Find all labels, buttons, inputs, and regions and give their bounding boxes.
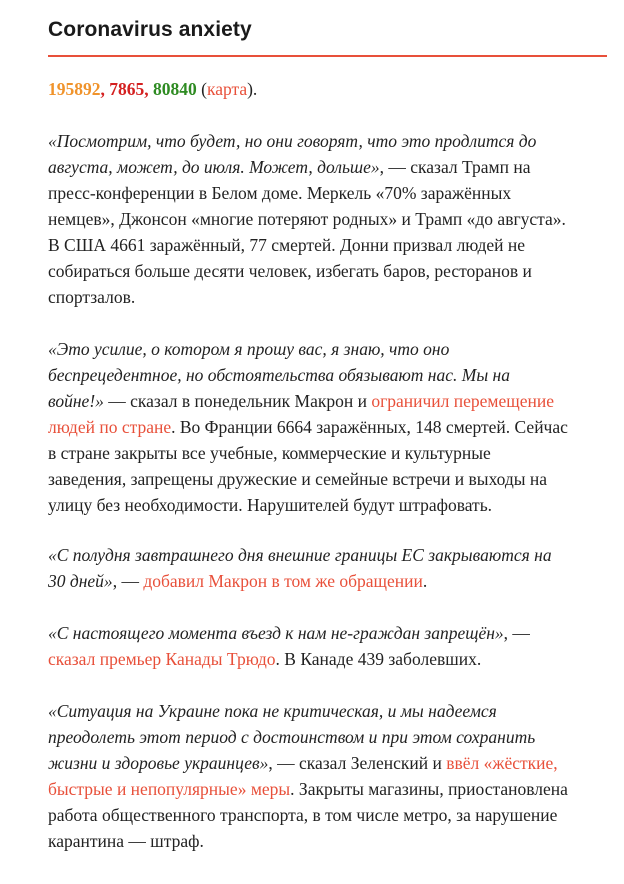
body-text: заведения, запрещены дружеские и семейные встречи и выходы на [48,469,548,489]
text-line [48,646,608,672]
text-line [48,388,608,414]
quote-text: «Это усилие, о котором я прошу вас, я знаю, что оно [48,339,450,359]
text-line [48,362,608,388]
body-text: спортзалов. [48,287,136,307]
title-divider [48,55,607,57]
confirmed-count: 195892 [48,79,101,99]
body-text: . Закрыты магазины, приостановлена [290,779,568,799]
body-text: . Во Франции 6664 заражённых, 148 смертей. Сейчас [171,417,568,437]
text-line [48,336,608,362]
quote-text: войне!» [48,391,104,411]
text-line [48,542,608,568]
open-paren: ( [196,79,207,99]
body-text: улицу без необходимости. Нарушителей будут штрафовать. [48,495,493,515]
text-line [48,414,608,440]
trudeau-link[interactable]: сказал премьер Канады Трюдо [48,649,276,669]
body-text: , — сказал Трамп на [379,157,531,177]
paragraph-macron [48,336,608,518]
close-paren: ). [247,79,258,99]
body-text: в стране закрыты все учебные, коммерческие и культурные [48,443,491,463]
quote-text: «Посмотрим, что будет, но они говорят, что это продлится до [48,131,537,151]
map-link[interactable]: карта [206,79,248,99]
quote-text: жизни и здоровье украинцев» [48,753,269,773]
restrict-movement-link[interactable]: ограничил перемещение [371,391,555,411]
text-line [48,750,608,776]
body-text: немцев», Джонсон «многие потеряют родных» и Трамп «до августа». [48,209,566,229]
paragraph-canada [48,620,608,672]
body-text: В США 4661 заражённый, 77 смертей. Донни призвал людей не [48,235,526,255]
body-text: собираться больше десяти человек, избегать баров, ресторанов и [48,261,532,281]
text-line [48,128,608,154]
paragraph-eu-borders [48,542,608,594]
body-text: пресс-конференции в Белом доме. Меркель «70% заражённых [48,183,512,203]
text-line [48,698,608,724]
paragraph-trump [48,128,608,310]
body-text: карантина — штраф. [48,831,204,851]
ukraine-measures-link[interactable]: ввёл «жёсткие, [446,753,558,773]
quote-text: «С настоящего момента въезд к нам не-граждан запрещён» [48,623,504,643]
text-line [48,620,608,646]
macron-address-link[interactable]: добавил Макрон в том же обращении [143,571,423,591]
stats-separator: , [100,79,110,99]
text-line [48,724,608,750]
text-line [48,568,608,594]
body-text: — сказал в понедельник Макрон и [103,391,372,411]
paragraph-ukraine [48,698,608,854]
quote-text: преодолеть этот период с достоинством и при этом сохранить [48,727,536,747]
quote-text: «Ситуация на Украине пока не критическая, и мы надеемся [48,701,497,721]
recovered-count: 80840 [153,79,197,99]
deaths-count: 7865 [109,79,145,99]
text-line [48,776,608,802]
body-text: , — сказал Зеленский и [268,753,447,773]
body-text: . [422,571,428,591]
page-title: Coronavirus anxiety [48,18,252,41]
quote-text: беспрецедентное, но обстоятельства обязывают нас. Мы на [48,365,510,385]
stats-separator: , [144,79,153,99]
quote-text: августа, может, до июля. Может, дольше» [48,157,380,177]
body-text: , — [112,571,144,591]
restrict-movement-link[interactable]: людей по стране [48,417,172,437]
ukraine-measures-link[interactable]: быстрые и непопулярные» меры [48,779,291,799]
quote-text: «С полудня завтрашнего дня внешние границы ЕС закрываются на [48,545,552,565]
body-text: . В Канаде 439 заболевших. [275,649,482,669]
body-text: , — [503,623,530,643]
stats-line [48,76,257,102]
text-line [48,154,608,180]
quote-text: 30 дней» [48,571,113,591]
body-text: работа общественного транспорта, в том числе метро, за нарушение [48,805,558,825]
